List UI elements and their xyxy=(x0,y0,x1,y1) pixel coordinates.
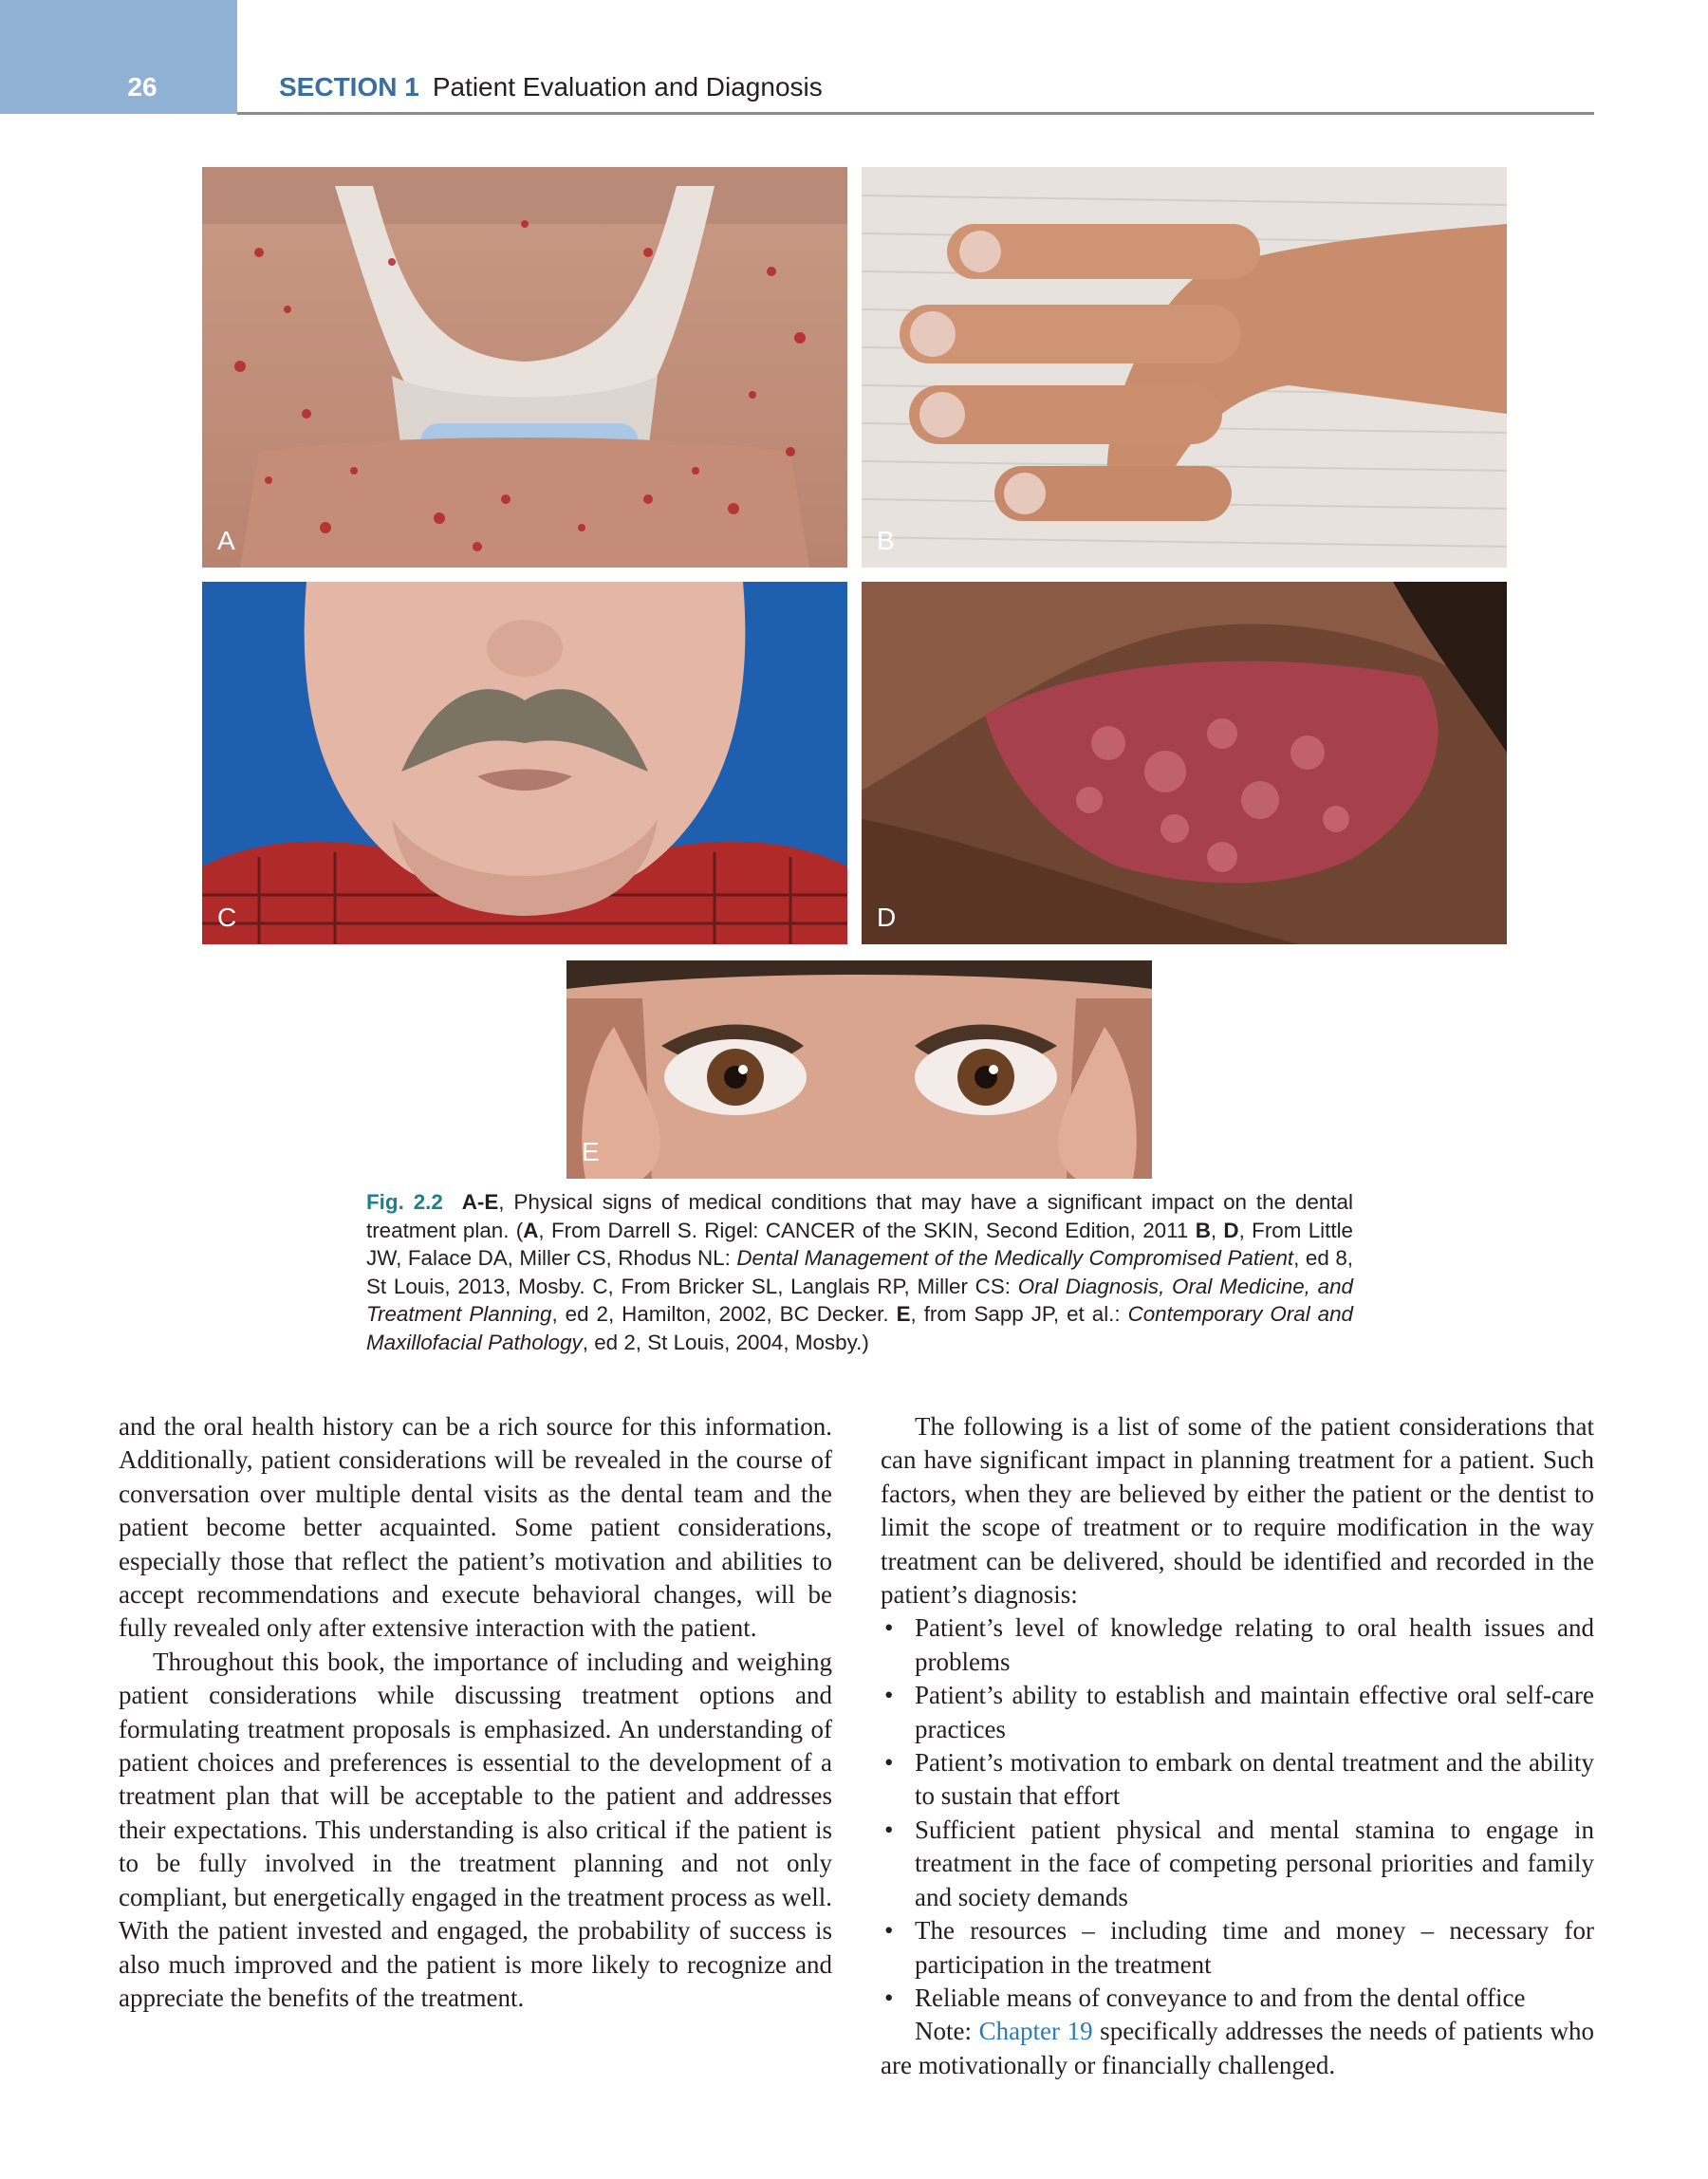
running-header xyxy=(279,72,823,102)
caption-range: A-E xyxy=(461,1190,499,1214)
hand-photo-image xyxy=(862,167,1507,568)
list-item: • Sufficient patient physical and mental stamina to engage in treatment in the face of competing personal priorities and family and society demands xyxy=(881,1814,1594,1914)
caption-text: , ed 2, Hamilton, 2002, BC Decker. xyxy=(551,1302,897,1326)
caption-text: , ed 8, St Louis, 2013, Mosby. C, From Bricker SL, Langlais RP, Miller CS: xyxy=(366,1246,1354,1298)
rash-photo-image xyxy=(202,167,847,568)
caption-bold: D xyxy=(1223,1218,1239,1242)
caption-text: , ed 2, St Louis, 2004, Mosby.) xyxy=(582,1330,869,1354)
caption-italic: Dental Management of the Medically Compromised Patient xyxy=(736,1246,1294,1270)
figure-panel-a xyxy=(202,167,847,568)
caption-text: , xyxy=(1210,1218,1224,1242)
caption-text: , From Little JW, Falace DA, Miller CS, Rhodus NL: xyxy=(366,1218,1353,1270)
chapter-link[interactable]: Chapter 19 xyxy=(978,2017,1093,2046)
eyes-photo-image xyxy=(566,960,1152,1179)
considerations-list xyxy=(881,1611,1594,2015)
figure-panel-d xyxy=(862,582,1507,944)
caption-text: , Physical signs of medical conditions that may have a significant impact on the dental treatment plan. ( xyxy=(366,1190,1353,1242)
panel-label-c: C xyxy=(217,903,237,932)
caption-text: , from Sapp JP, et al.: xyxy=(910,1302,1128,1326)
note-text: specifically addresses the needs of patients who are motivationally or financially challenged. xyxy=(881,2017,1594,2079)
body-paragraph: Throughout this book, the importance of including and weighing patient considerations while discussing treatment options and formulating treatment proposals is emphasized. An understanding of patient choices and preferences is essential to the development of a treatment plan that will be acceptable to the patient and addresses their expectations. This understanding is also critical if the patient is to be fully involved in the treatment planning and not only compliant, but energetically engaged in the treatment process as well. With the patient invested and engaged, the probability of success is also much improved and the patient is more likely to recognize and appreciate the benefits of the treatment. xyxy=(119,1647,832,2012)
figure-panel-b xyxy=(862,167,1507,568)
right-column xyxy=(881,1410,1594,2082)
panel-label-d: D xyxy=(877,903,897,932)
caption-italic: Contemporary Oral and Maxillofacial Pathology xyxy=(366,1302,1353,1354)
caption-bold: E xyxy=(896,1302,911,1326)
body-paragraph: and the oral health history can be a rich source for this information. Additionally, patient considerations will be revealed in the course of conversation over multiple dental visits as the dental team and the patient become better acquainted. Some patient considerations, especially those that reflect the patient’s motivation and abilities to accept recommendations and execute behavioral changes, will be fully revealed only after extensive interaction with the patient. xyxy=(119,1412,832,1643)
list-item: • The resources – including time and money – necessary for participation in the treatment xyxy=(881,1914,1594,1982)
lip-lesion-photo-image xyxy=(862,582,1507,944)
caption-bold: A xyxy=(523,1218,539,1242)
page-number: 26 xyxy=(127,72,158,102)
list-item: • Reliable means of conveyance to and from the dental office xyxy=(881,1982,1594,2015)
panel-label-b: B xyxy=(877,526,895,555)
caption-italic: Oral Diagnosis, Oral Medicine, and Treatment Planning xyxy=(366,1274,1353,1326)
figure-panel-e xyxy=(566,960,1152,1179)
caption-text: , From Darrell S. Rigel: CANCER of the SKIN, Second Edition, 2011 xyxy=(538,1218,1196,1242)
header-rule xyxy=(237,112,1594,115)
figure-caption xyxy=(366,1188,1353,1356)
list-item: • Patient’s level of knowledge relating to oral health issues and problems xyxy=(881,1611,1594,1679)
left-column xyxy=(119,1410,832,2015)
figure-panel-c xyxy=(202,582,847,944)
list-item: • Patient’s ability to establish and maintain effective oral self-care practices xyxy=(881,1679,1594,1746)
section-label: SECTION 1 xyxy=(279,72,419,102)
caption-bold: B xyxy=(1195,1218,1211,1242)
list-item: • Patient’s motivation to embark on dental treatment and the ability to sustain that effort xyxy=(881,1746,1594,1814)
panel-label-e: E xyxy=(582,1137,600,1166)
note-paragraph xyxy=(881,2015,1594,2082)
face-photo-image xyxy=(202,582,847,944)
figure-label: Fig. 2.2 xyxy=(366,1190,443,1214)
panel-label-a: A xyxy=(217,526,235,555)
section-title: Patient Evaluation and Diagnosis xyxy=(432,72,823,102)
note-prefix: Note: xyxy=(915,2017,979,2046)
body-paragraph: The following is a list of some of the patient considerations that can have significant impact in planning treatment for a patient. Such factors, when they are believed by either the patient or the dentist to limit the scope of treatment or to require modification in the way treatment can be delivered, should be identified and recorded in the patient’s diagnosis: xyxy=(881,1412,1594,1610)
